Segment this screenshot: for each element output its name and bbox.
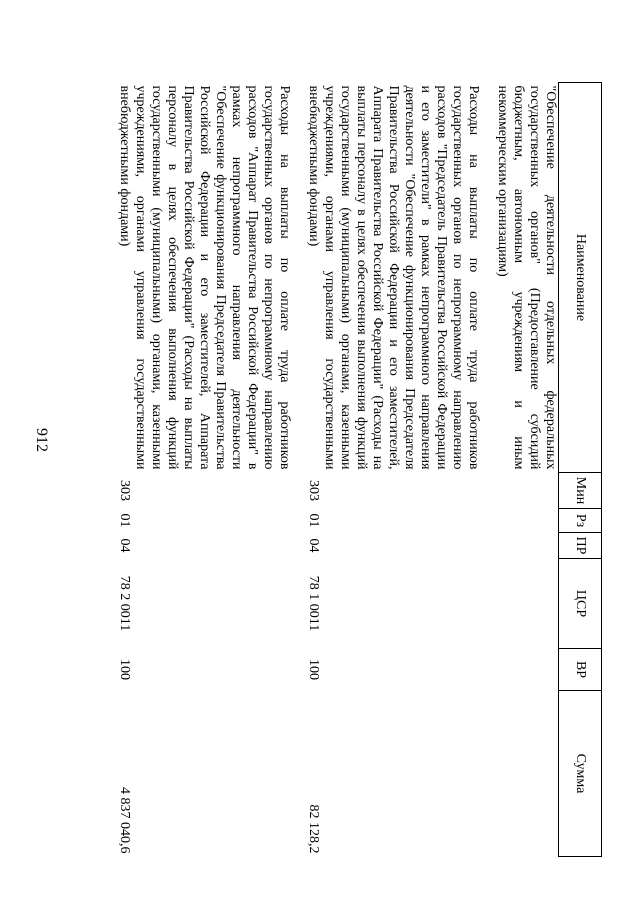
row-rz: 01 [117, 513, 132, 528]
row-sum [494, 691, 559, 857]
row-vr: 100 [117, 659, 132, 680]
row-sum: 4 837 040,6 [117, 787, 132, 854]
row-csr: 78 2 0011 [117, 575, 132, 632]
row-vr: 100 [306, 659, 321, 680]
table-row [305, 83, 484, 857]
row-name: Расходы на выплаты по оплате труда работников государственных органов по непрограммному направлению расходов "Аппарат Правительства Российской Федерации" в рамках непрограммного направления деятельности "Обеспечение функционирования Председателя Правительства Российской Федерации и его заместителей, Аппарата Правительства Российской Федерации" (Расходы на выплаты персоналу в целях обеспечения выполнения функций государственными (муниципальными) органами, казенными учреждениями, органами управления государственными внебюджетными фондами) [117, 85, 292, 470]
header-csr: ЦСР [559, 559, 602, 649]
budget-table [116, 82, 602, 857]
table-row [116, 83, 295, 857]
row-rz: 01 [306, 513, 321, 528]
header-min: Мин [559, 473, 602, 509]
row-min: 303 [306, 480, 321, 501]
row-csr: 78 1 0011 [306, 575, 321, 632]
row-pr: 04 [117, 538, 132, 553]
header-pr: ПР [559, 533, 602, 559]
table-header-row [559, 83, 602, 857]
row-vr [494, 649, 559, 691]
row-pr: 04 [306, 538, 321, 553]
row-csr [494, 559, 559, 649]
row-min [494, 473, 559, 509]
row-pr [494, 533, 559, 559]
header-rz: Рз [559, 509, 602, 533]
header-sum: Сумма [559, 691, 602, 857]
row-sum: 82 128,2 [306, 804, 321, 854]
row-name: "Обеспечение деятельности отдельных федеральных государственных органов" (Предоставление субсидий бюджетным, автономным учреждениям и иным некоммерческим организациям) [495, 85, 558, 470]
header-name: Наименование [559, 83, 602, 473]
page-number: 912 [33, 428, 50, 452]
header-vr: ВР [559, 649, 602, 691]
row-rz [494, 509, 559, 533]
row-name: Расходы на выплаты по оплате труда работников государственных органов по непрограммному направлению расходов "Председатель Правительства Российской Федерации и его заместители" в рамках непрограммного направления деятельности "Обеспечение функционирования Председателя Правительства Российской Федерации и его заместителей, Аппарата Правительства Российской Федерации" (Расходы на выплаты персоналу в целях обеспечения выполнения функций государственными (муниципальными) органами, казенными учреждениями, органами управления государственными внебюджетными фондами) [306, 85, 481, 470]
table-row [494, 83, 559, 857]
row-min: 303 [117, 480, 132, 501]
